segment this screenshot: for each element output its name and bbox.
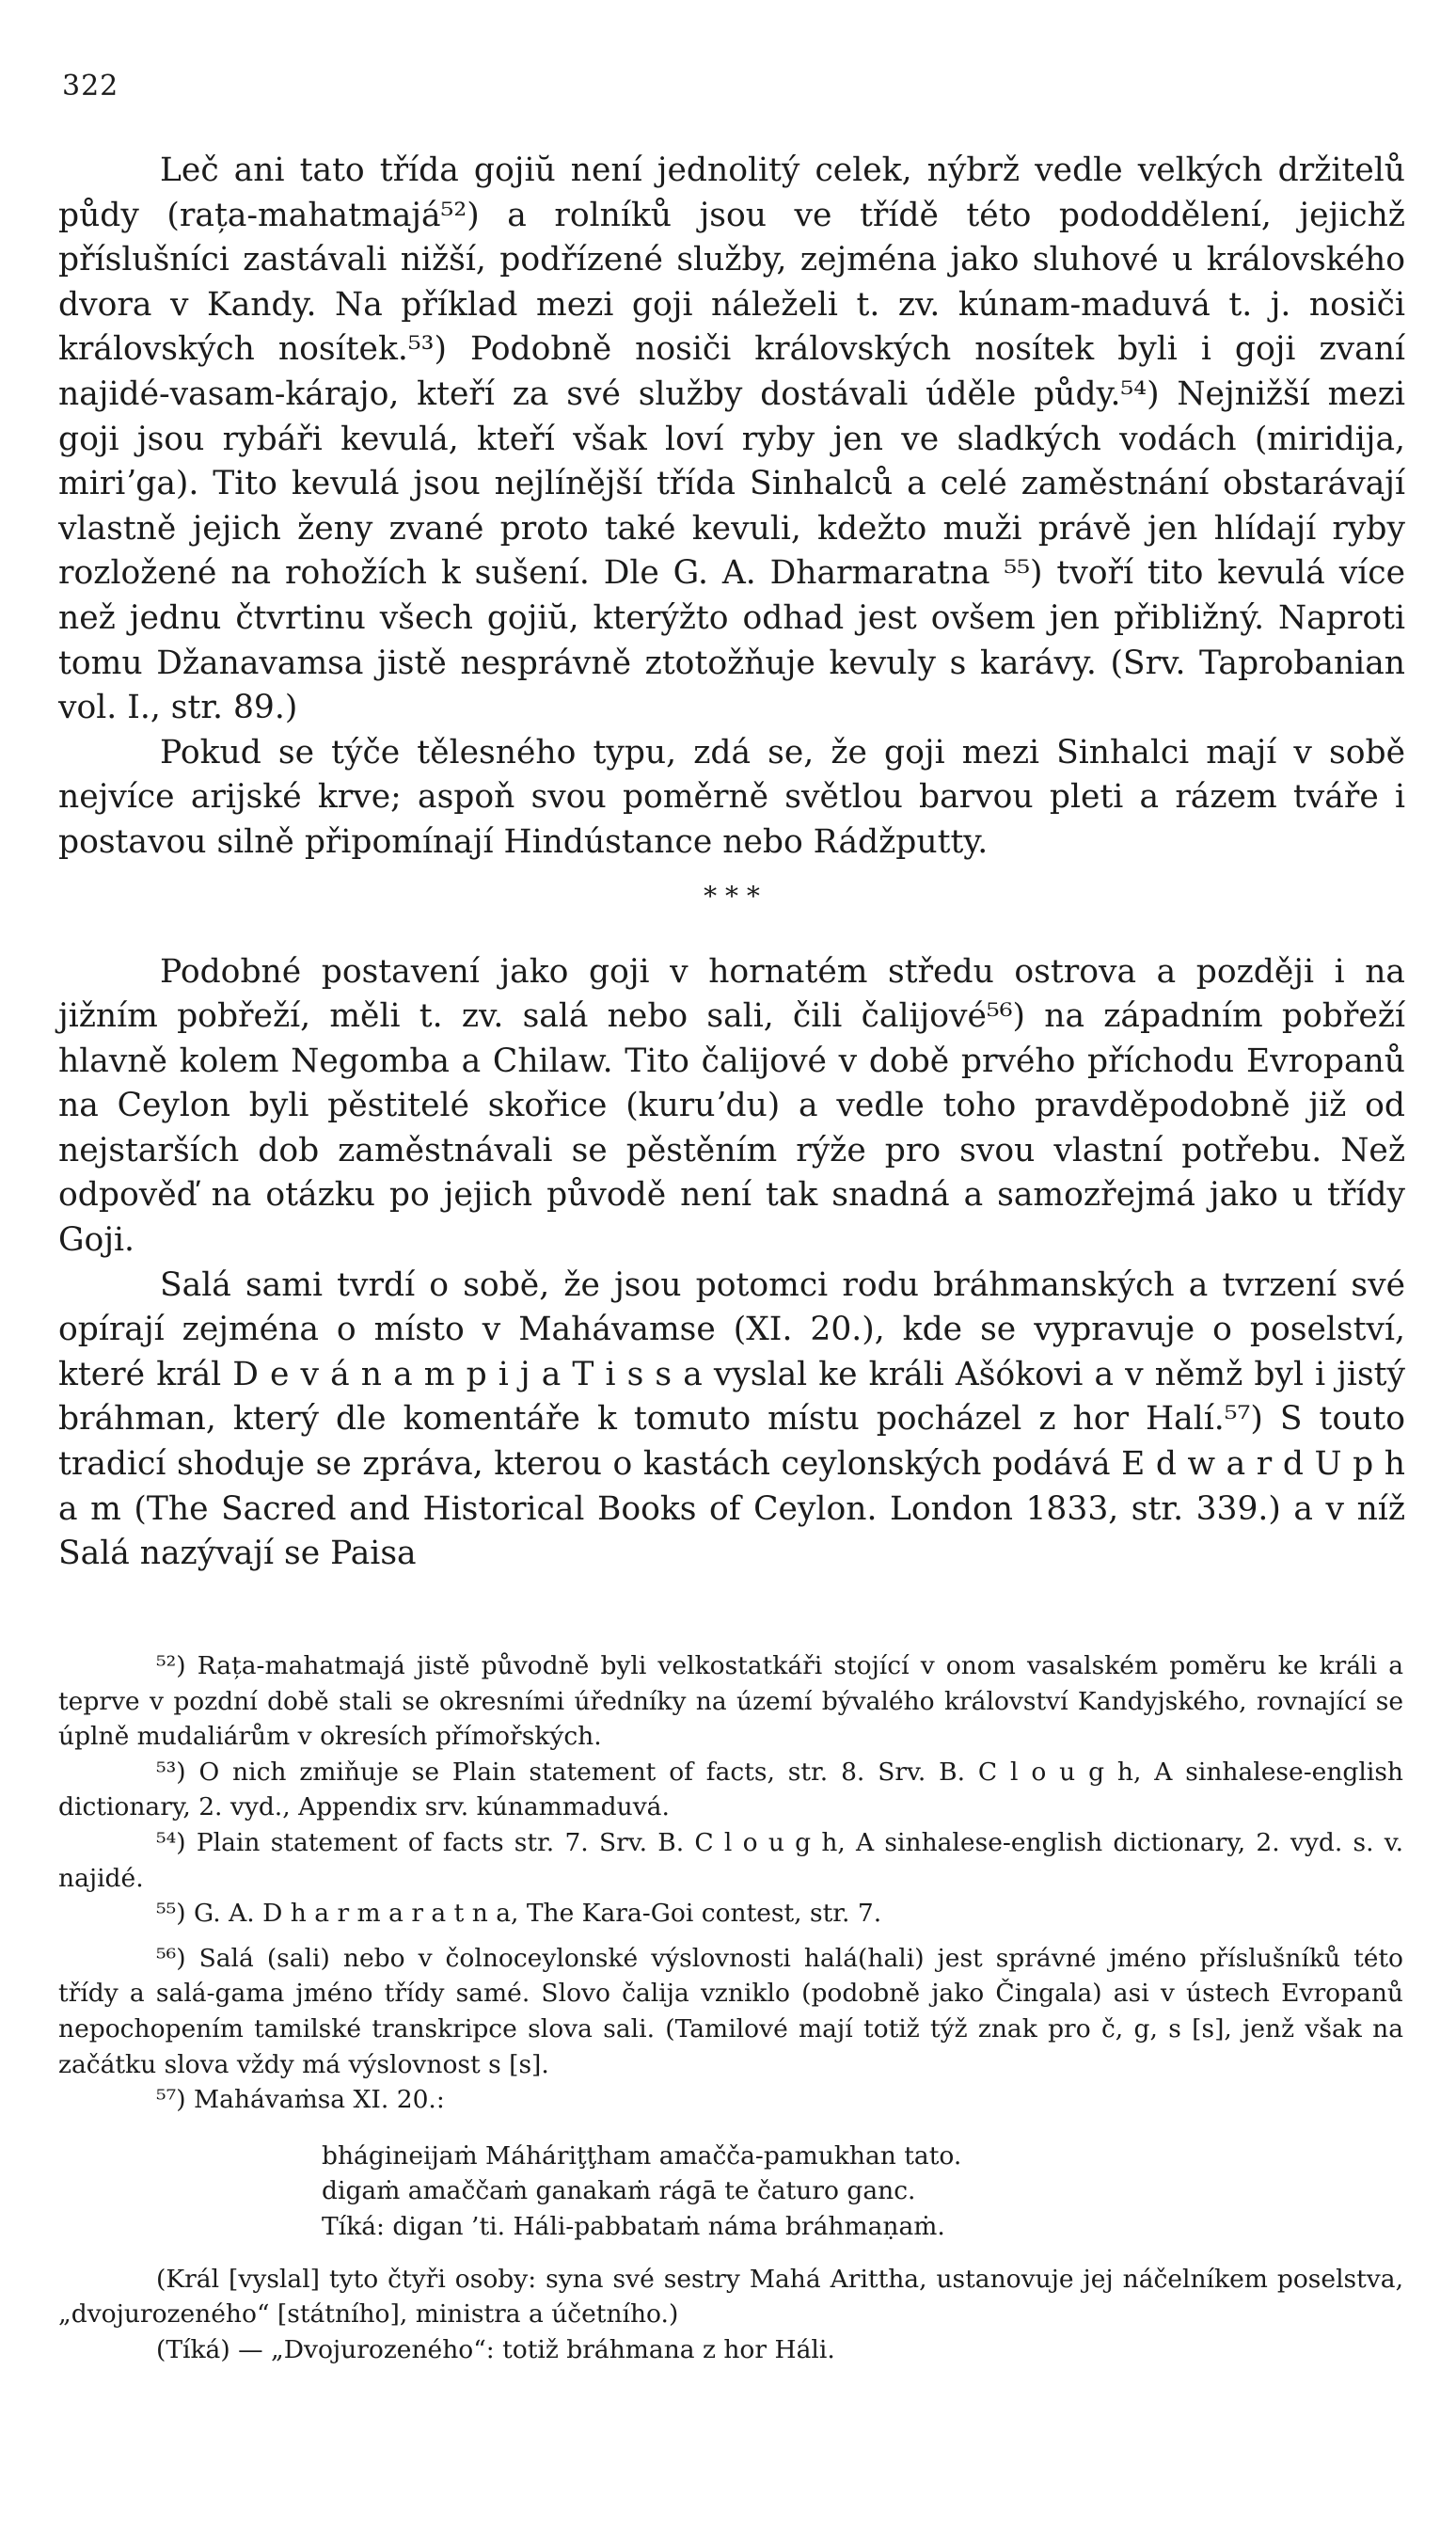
verse-line: digaṁ amaččaṁ ganakaṁ rágā te čaturo ganc. (322, 2176, 916, 2206)
translation-note: (Král [vyslal] tyto čtyři osoby: syna své sestry Mahá Arittha, ustanovuje jej náčelníkem poselstva, „dvojurozeného“ [státního], ministra a účetního.) (58, 2264, 1403, 2330)
paragraph: Leč ani tato třída gojiŭ není jednolitý celek, nýbrž vedle velkých držitelů půdy (rața-mahatmajá⁵²) a rolníků jsou ve třídě této pododdělení, jejichž příslušníci zastávali nižší, podřízené služby, zejména jako sluhové u královského dvora v Kandy. Na příklad mezi goji náleželi t. zv. kúnam-maduvá t. j. nosiči královských nosítek.⁵³) Podobně nosiči královských nosítek byli i goji zvaní najidé-vasam-kárajo, kteří za své služby dostávali úděle půdy.⁵⁴) Nejnižší mezi goji jsou rybáři kevulá, kteří však loví ryby jen ve sladkých vodách (miridija, miriʼga). Tito kevulá jsou nejlínější třída Sinhalců a celé zaměstnání obstarávají vlastně jejich ženy zvané proto také kevuli, kdežto muži právě jen hlídají ryby rozložené na rohožích k sušení. Dle G. A. Dharmaratna ⁵⁵) tvoří tito kevulá více než jednu čtvrtinu všech gojiŭ, kterýžto odhad jest ovšem jen přibližný. Naproti tomu Džanavamsa jistě nesprávně ztotožňuje kevuly s karávy. (Srv. Taprobanian vol. I., str. 89.) (58, 151, 1405, 727)
separator-stars: * * * (704, 880, 760, 912)
footnote-57: ⁵⁷) Mahávaṁsa XI. 20.: (156, 2085, 445, 2115)
footnote-53: ⁵³) O nich zmiňuje se Plain statement of facts, str. 8. Srv. B. C l o u g h, A sinhalese-english dictionary, 2. vyd., Appendix srv. kúnammaduvá. (58, 1757, 1403, 1822)
paragraph: Pokud se týče tělesného typu, zdá se, že goji mezi Sinhalci mají v sobě nejvíce arijské krve; aspoň svou poměrně světlou barvou pleti a rázem tváře i postavou silně připomínají Hindústance nebo Rádžputty. (58, 733, 1405, 861)
footnotes (58, 1648, 1403, 2367)
paragraph: Salá sami tvrdí o sobě, že jsou potomci rodu bráhmanských a tvrzení své opírají zejména o místo v Mahávamse (XI. 20.), kde se vypravuje o poselství, které král D e v á n a m p i j a T i s s a vyslal ke králi Ašókovi a v němž byl i jistý bráhman, který dle komentáře k tomuto místu pocházel z hor Halí.⁵⁷) S touto tradicí shoduje se zpráva, kterou o kastách ceylonských podává E d w a r d U p h a m (The Sacred and Historical Books of Ceylon. London 1833, str. 339.) a v níž Salá nazývají se Paisa (58, 1265, 1405, 1573)
paragraph: Podobné postavení jako goji v hornatém středu ostrova a později i na jižním pobřeží, měli t. zv. salá nebo sali, čili čalijové⁵⁶) na západním pobřeží hlavně kolem Negomba a Chilaw. Tito čalijové v době prvého příchodu Evropanů na Ceylon byli pěstitelé skořice (kuruʼdu) a vedle toho pravděpodobně již od nejstarších dob zaměstnávali se pěstěním rýže pro svou vlastní potřebu. Než odpověď na otázku po jejich původě není tak snadná a samozřejmá jako u třídy Goji. (58, 952, 1405, 1260)
main-text (58, 149, 1405, 1577)
section-separator (58, 881, 1405, 913)
commentary-note: (Tíká) — „Dvojurozeného“: totiž bráhmana z hor Háli. (156, 2334, 835, 2364)
verse-line: bhágineijaṁ Máháriţţham amačča-pamukhan tato. (322, 2140, 962, 2171)
footnote-55: ⁵⁵) G. A. D h a r m a r a t n a, The Kara-Goi contest, str. 7. (156, 1899, 882, 1929)
footnote-56: ⁵⁶) Salá (sali) nebo v čolnoceylonské výslovnosti halá(hali) jest správné jméno příslušníků této třídy a salá-gama jméno třídy samé. Slovo čalija vzniklo (podobně jako Čingala) asi v ústech Evropanů nepochopením tamilské transkripce slova sali. (Tamilové mají totiž týž znak pro č, g, s [s], jenž však na začátku slova vždy má výslovnost s [s]. (58, 1943, 1403, 2079)
verse-line: Tíká: digan ’ti. Háli-pabbataṁ náma bráhmaṇaṁ. (322, 2211, 945, 2241)
page-number: 322 (62, 70, 119, 103)
verse-quote (322, 2139, 1403, 2245)
footnote-54: ⁵⁴) Plain statement of facts str. 7. Srv. B. C l o u g h, A sinhalese-english dictionary, 2. vyd. s. v. najidé. (58, 1827, 1403, 1893)
footnote-52: ⁵²) Rața-mahatmajá jistě původně byli velkostatkáři stojící v onom vasalském poměru ke králi a teprve v pozdní době stali se okresními úředníky na území bývalého království Kandyjského, rovnající se úplně mudaliárům v okresích přímořských. (58, 1651, 1403, 1752)
